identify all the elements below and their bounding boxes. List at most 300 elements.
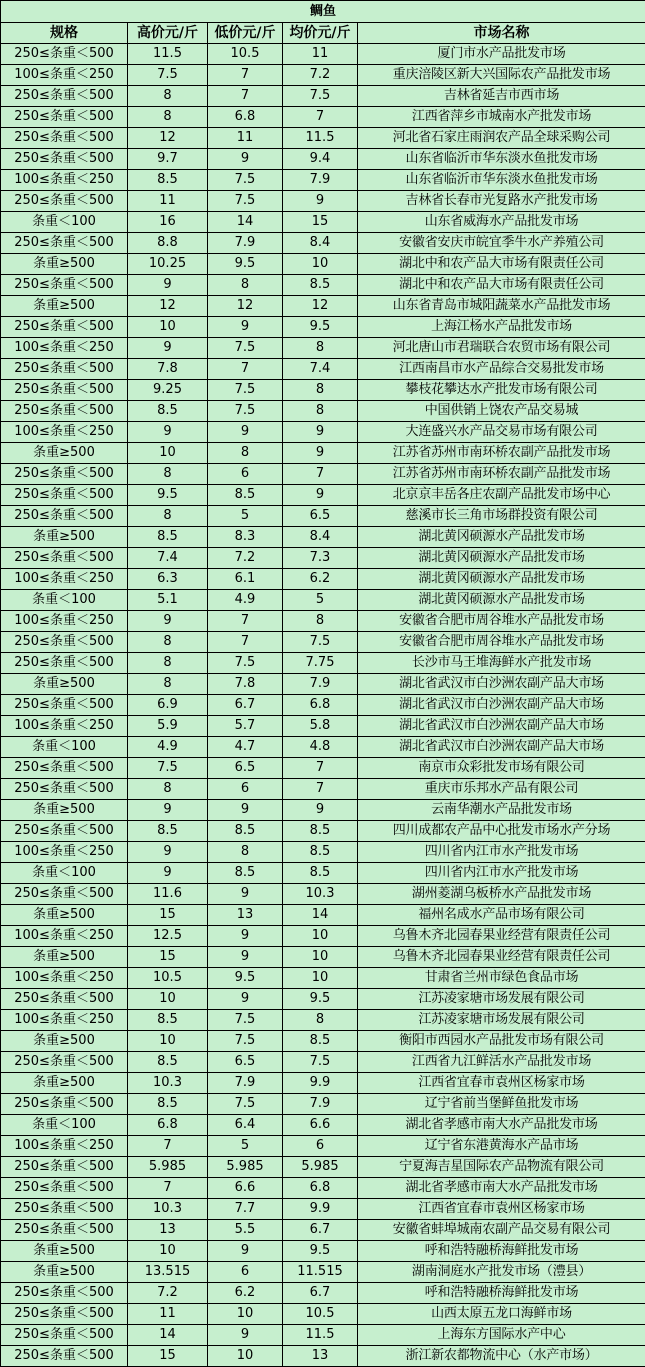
cell-market-name: 安徽省安庆市皖宜季牛水产养殖公司	[358, 233, 645, 254]
cell-high-price: 10	[128, 443, 208, 464]
cell-high-price: 8	[128, 674, 208, 695]
cell-spec: 250≤条重＜500	[1, 989, 128, 1010]
cell-avg-price: 7.5	[283, 86, 358, 107]
cell-market-name: 大连盛兴水产品交易市场有限公司	[358, 422, 645, 443]
cell-low-price: 14	[208, 212, 283, 233]
cell-high-price: 11.6	[128, 884, 208, 905]
cell-low-price: 8.5	[208, 863, 283, 884]
cell-spec: 条重≥500	[1, 527, 128, 548]
cell-low-price: 7	[208, 86, 283, 107]
cell-high-price: 12	[128, 296, 208, 317]
cell-low-price: 6.4	[208, 1115, 283, 1136]
cell-avg-price: 9.5	[283, 317, 358, 338]
cell-market-name: 河北省石家庄雨润农产品全球采购公司	[358, 128, 645, 149]
cell-low-price: 7	[208, 632, 283, 653]
cell-market-name: 乌鲁木齐北园春果业经营有限责任公司	[358, 926, 645, 947]
cell-avg-price: 7.9	[283, 1094, 358, 1115]
cell-high-price: 9	[128, 611, 208, 632]
cell-market-name: 山东省临沂市华东淡水鱼批发市场	[358, 149, 645, 170]
cell-avg-price: 6	[283, 1136, 358, 1157]
cell-spec: 250≤条重＜500	[1, 548, 128, 569]
table-row	[1, 926, 645, 947]
header-avg-price: 均价元/斤	[283, 23, 358, 44]
cell-high-price: 10	[128, 317, 208, 338]
cell-market-name: 云南华潮水产品批发市场	[358, 800, 645, 821]
table-row	[1, 212, 645, 233]
cell-low-price: 10	[208, 1304, 283, 1325]
cell-high-price: 9	[128, 800, 208, 821]
cell-avg-price: 5.8	[283, 716, 358, 737]
cell-low-price: 9	[208, 1325, 283, 1346]
cell-low-price: 7.5	[208, 191, 283, 212]
cell-avg-price: 8.5	[283, 863, 358, 884]
table-row	[1, 1262, 645, 1283]
cell-high-price: 9	[128, 842, 208, 863]
cell-spec: 250≤条重＜500	[1, 317, 128, 338]
cell-market-name: 吉林省长春市光复路水产批发市场	[358, 191, 645, 212]
cell-market-name: 湖北黄冈硕源水产品批发市场	[358, 527, 645, 548]
cell-high-price: 8	[128, 86, 208, 107]
cell-avg-price: 4.8	[283, 737, 358, 758]
cell-avg-price: 9	[283, 422, 358, 443]
table-row	[1, 1199, 645, 1220]
table-row	[1, 191, 645, 212]
cell-avg-price: 8	[283, 380, 358, 401]
cell-spec: 250≤条重＜500	[1, 1094, 128, 1115]
table-row	[1, 1031, 645, 1052]
cell-market-name: 厦门市水产品批发市场	[358, 44, 645, 65]
cell-avg-price: 6.7	[283, 1283, 358, 1304]
cell-spec: 250≤条重＜500	[1, 821, 128, 842]
cell-market-name: 宁夏海吉星国际农产品物流有限公司	[358, 1157, 645, 1178]
cell-spec: 250≤条重＜500	[1, 191, 128, 212]
cell-high-price: 9	[128, 863, 208, 884]
cell-low-price: 8	[208, 443, 283, 464]
cell-avg-price: 7	[283, 464, 358, 485]
cell-avg-price: 10.5	[283, 1304, 358, 1325]
cell-spec: 250≤条重＜500	[1, 359, 128, 380]
cell-market-name: 长沙市马王堆海鲜水产批发市场	[358, 653, 645, 674]
cell-market-name: 吉林省延吉市西市场	[358, 86, 645, 107]
cell-low-price: 6.7	[208, 695, 283, 716]
cell-avg-price: 5	[283, 590, 358, 611]
header-low-price: 低价元/斤	[208, 23, 283, 44]
cell-spec: 250≤条重＜500	[1, 485, 128, 506]
cell-market-name: 湖北中和农产品大市场有限责任公司	[358, 275, 645, 296]
table-row	[1, 1241, 645, 1262]
table-row	[1, 569, 645, 590]
cell-market-name: 江苏凌家塘市场发展有限公司	[358, 989, 645, 1010]
cell-low-price: 4.9	[208, 590, 283, 611]
cell-avg-price: 7.9	[283, 674, 358, 695]
cell-market-name: 山东省威海水产品批发市场	[358, 212, 645, 233]
header-market-name: 市场名称	[358, 23, 645, 44]
table-row	[1, 1136, 645, 1157]
table-row	[1, 905, 645, 926]
cell-avg-price: 7.5	[283, 1052, 358, 1073]
cell-low-price: 7.5	[208, 338, 283, 359]
cell-market-name: 呼和浩特融桥海鲜批发市场	[358, 1283, 645, 1304]
cell-high-price: 5.9	[128, 716, 208, 737]
cell-market-name: 湖北黄冈硕源水产品批发市场	[358, 548, 645, 569]
table-row	[1, 485, 645, 506]
cell-market-name: 湖北省武汉市白沙洲农副产品大市场	[358, 674, 645, 695]
cell-low-price: 7.5	[208, 380, 283, 401]
table-row	[1, 548, 645, 569]
cell-spec: 250≤条重＜500	[1, 233, 128, 254]
table-row	[1, 401, 645, 422]
cell-low-price: 8.5	[208, 485, 283, 506]
cell-market-name: 上海东方国际水产中心	[358, 1325, 645, 1346]
cell-spec: 250≤条重＜500	[1, 632, 128, 653]
cell-high-price: 7.8	[128, 359, 208, 380]
table-row	[1, 1325, 645, 1346]
cell-market-name: 江西南昌市水产品综合交易批发市场	[358, 359, 645, 380]
cell-spec: 条重≥500	[1, 254, 128, 275]
cell-low-price: 9	[208, 1241, 283, 1262]
cell-high-price: 8.5	[128, 1052, 208, 1073]
cell-avg-price: 8.5	[283, 821, 358, 842]
cell-market-name: 江西省九江鲜活水产品批发市场	[358, 1052, 645, 1073]
cell-avg-price: 6.7	[283, 1220, 358, 1241]
cell-avg-price: 7.2	[283, 65, 358, 86]
cell-high-price: 8	[128, 107, 208, 128]
cell-low-price: 7.8	[208, 674, 283, 695]
cell-high-price: 5.985	[128, 1157, 208, 1178]
cell-market-name: 四川省内江市水产批发市场	[358, 842, 645, 863]
cell-avg-price: 8.4	[283, 233, 358, 254]
cell-spec: 250≤条重＜500	[1, 1157, 128, 1178]
cell-market-name: 河北唐山市君瑞联合农贸市场有限公司	[358, 338, 645, 359]
cell-spec: 条重≥500	[1, 905, 128, 926]
cell-spec: 条重≥500	[1, 674, 128, 695]
cell-avg-price: 14	[283, 905, 358, 926]
cell-low-price: 6.5	[208, 758, 283, 779]
cell-market-name: 北京京丰岳各庄农副产品批发市场中心	[358, 485, 645, 506]
table-row	[1, 737, 645, 758]
cell-spec: 条重≥500	[1, 1241, 128, 1262]
cell-high-price: 14	[128, 1325, 208, 1346]
cell-avg-price: 8.5	[283, 275, 358, 296]
cell-spec: 条重≥500	[1, 947, 128, 968]
table-row	[1, 1178, 645, 1199]
cell-high-price: 10.3	[128, 1199, 208, 1220]
table-row	[1, 653, 645, 674]
cell-low-price: 5.7	[208, 716, 283, 737]
cell-spec: 250≤条重＜500	[1, 758, 128, 779]
cell-spec: 250≤条重＜500	[1, 86, 128, 107]
table-row	[1, 968, 645, 989]
cell-market-name: 衡阳市西园水产品批发市场有限公司	[358, 1031, 645, 1052]
cell-high-price: 11	[128, 191, 208, 212]
cell-high-price: 12.5	[128, 926, 208, 947]
table-row	[1, 233, 645, 254]
cell-market-name: 山东省青岛市城阳蔬菜水产品批发市场	[358, 296, 645, 317]
cell-avg-price: 7	[283, 758, 358, 779]
table-row	[1, 149, 645, 170]
cell-low-price: 6.8	[208, 107, 283, 128]
cell-spec: 250≤条重＜500	[1, 1346, 128, 1367]
cell-high-price: 13.515	[128, 1262, 208, 1283]
table-row	[1, 527, 645, 548]
cell-market-name: 山东省临沂市华东淡水鱼批发市场	[358, 170, 645, 191]
cell-avg-price: 5.985	[283, 1157, 358, 1178]
cell-low-price: 7.7	[208, 1199, 283, 1220]
cell-avg-price: 8.5	[283, 1031, 358, 1052]
cell-market-name: 四川成都农产品中心批发市场水产分场	[358, 821, 645, 842]
cell-high-price: 6.9	[128, 695, 208, 716]
cell-avg-price: 8	[283, 338, 358, 359]
cell-low-price: 7.5	[208, 1094, 283, 1115]
header-spec: 规格	[1, 23, 128, 44]
cell-high-price: 11	[128, 1304, 208, 1325]
cell-high-price: 5.1	[128, 590, 208, 611]
cell-avg-price: 9.5	[283, 989, 358, 1010]
cell-low-price: 5.5	[208, 1220, 283, 1241]
cell-high-price: 8	[128, 779, 208, 800]
cell-high-price: 15	[128, 1346, 208, 1367]
cell-spec: 条重＜100	[1, 863, 128, 884]
cell-high-price: 6.3	[128, 569, 208, 590]
cell-market-name: 湖州菱湖乌板桥水产品批发市场	[358, 884, 645, 905]
table-row	[1, 842, 645, 863]
cell-market-name: 安徽省蚌埠城南农副产品交易有限公司	[358, 1220, 645, 1241]
cell-low-price: 7.2	[208, 548, 283, 569]
table-row	[1, 128, 645, 149]
cell-low-price: 6	[208, 1262, 283, 1283]
table-row	[1, 1157, 645, 1178]
cell-low-price: 13	[208, 905, 283, 926]
table-row	[1, 674, 645, 695]
cell-low-price: 11	[208, 128, 283, 149]
table-row	[1, 695, 645, 716]
cell-spec: 250≤条重＜500	[1, 149, 128, 170]
cell-market-name: 甘肃省兰州市绿色食品市场	[358, 968, 645, 989]
table-row	[1, 65, 645, 86]
cell-high-price: 8	[128, 632, 208, 653]
cell-spec: 250≤条重＜500	[1, 44, 128, 65]
cell-spec: 250≤条重＜500	[1, 464, 128, 485]
cell-market-name: 安徽省合肥市周谷堆水产品批发市场	[358, 632, 645, 653]
cell-low-price: 7.5	[208, 401, 283, 422]
cell-market-name: 湖北省孝感市南大水产品批发市场	[358, 1178, 645, 1199]
cell-low-price: 5	[208, 506, 283, 527]
cell-low-price: 7.5	[208, 170, 283, 191]
cell-low-price: 7.5	[208, 653, 283, 674]
table-row	[1, 884, 645, 905]
cell-avg-price: 10	[283, 254, 358, 275]
cell-market-name: 山西太原五龙口海鲜市场	[358, 1304, 645, 1325]
header-row	[1, 23, 645, 44]
cell-spec: 250≤条重＜500	[1, 653, 128, 674]
cell-market-name: 湖北中和农产品大市场有限责任公司	[358, 254, 645, 275]
cell-high-price: 12	[128, 128, 208, 149]
cell-spec: 100≤条重＜250	[1, 1010, 128, 1031]
cell-high-price: 7.5	[128, 758, 208, 779]
cell-high-price: 9	[128, 422, 208, 443]
table-row	[1, 1052, 645, 1073]
cell-spec: 条重＜100	[1, 737, 128, 758]
cell-spec: 250≤条重＜500	[1, 506, 128, 527]
cell-avg-price: 10.3	[283, 884, 358, 905]
cell-avg-price: 8	[283, 1010, 358, 1031]
cell-high-price: 8	[128, 506, 208, 527]
cell-low-price: 7	[208, 359, 283, 380]
cell-avg-price: 7.3	[283, 548, 358, 569]
cell-spec: 100≤条重＜250	[1, 422, 128, 443]
table-row	[1, 863, 645, 884]
cell-high-price: 9.5	[128, 485, 208, 506]
cell-market-name: 重庆市乐邦水产品有限公司	[358, 779, 645, 800]
cell-avg-price: 10	[283, 926, 358, 947]
cell-high-price: 8.5	[128, 170, 208, 191]
cell-low-price: 8.3	[208, 527, 283, 548]
cell-low-price: 9	[208, 884, 283, 905]
cell-high-price: 8.5	[128, 1010, 208, 1031]
cell-high-price: 9	[128, 275, 208, 296]
table-row	[1, 380, 645, 401]
cell-low-price: 12	[208, 296, 283, 317]
cell-spec: 100≤条重＜250	[1, 1136, 128, 1157]
cell-avg-price: 6.6	[283, 1115, 358, 1136]
cell-avg-price: 13	[283, 1346, 358, 1367]
cell-low-price: 7	[208, 611, 283, 632]
cell-avg-price: 8	[283, 401, 358, 422]
cell-low-price: 9	[208, 800, 283, 821]
table-row	[1, 443, 645, 464]
table-title-row	[1, 1, 645, 23]
cell-low-price: 7.5	[208, 1010, 283, 1031]
cell-high-price: 7.2	[128, 1283, 208, 1304]
cell-market-name: 南京市众彩批发市场有限公司	[358, 758, 645, 779]
cell-spec: 条重≥500	[1, 296, 128, 317]
cell-market-name: 慈溪市长三角市场群投资有限公司	[358, 506, 645, 527]
table-row	[1, 1304, 645, 1325]
cell-avg-price: 6.5	[283, 506, 358, 527]
cell-market-name: 福州名成水产品市场有限公司	[358, 905, 645, 926]
cell-avg-price: 6.8	[283, 1178, 358, 1199]
table-title: 鲷鱼	[1, 1, 645, 23]
cell-low-price: 4.7	[208, 737, 283, 758]
cell-avg-price: 6.8	[283, 695, 358, 716]
cell-spec: 条重＜100	[1, 1115, 128, 1136]
cell-market-name: 江苏凌家塘市场发展有限公司	[358, 1010, 645, 1031]
cell-high-price: 8	[128, 653, 208, 674]
cell-spec: 250≤条重＜500	[1, 380, 128, 401]
cell-high-price: 8.5	[128, 527, 208, 548]
cell-spec: 250≤条重＜500	[1, 884, 128, 905]
cell-high-price: 8.5	[128, 1094, 208, 1115]
cell-low-price: 8	[208, 842, 283, 863]
cell-avg-price: 11.5	[283, 128, 358, 149]
cell-market-name: 重庆涪陵区新大兴国际农产品批发市场	[358, 65, 645, 86]
table-row	[1, 590, 645, 611]
cell-high-price: 9.7	[128, 149, 208, 170]
table-row	[1, 821, 645, 842]
cell-market-name: 上海江杨水产品批发市场	[358, 317, 645, 338]
table-row	[1, 338, 645, 359]
cell-market-name: 四川省内江市水产批发市场	[358, 863, 645, 884]
cell-high-price: 11.5	[128, 44, 208, 65]
cell-spec: 100≤条重＜250	[1, 170, 128, 191]
table-row	[1, 317, 645, 338]
cell-spec: 条重＜100	[1, 212, 128, 233]
cell-spec: 100≤条重＜250	[1, 338, 128, 359]
cell-spec: 250≤条重＜500	[1, 1178, 128, 1199]
cell-market-name: 辽宁省东港黄海水产品市场	[358, 1136, 645, 1157]
cell-market-name: 湖北省武汉市白沙洲农副产品大市场	[358, 716, 645, 737]
cell-high-price: 9.25	[128, 380, 208, 401]
cell-avg-price: 11.515	[283, 1262, 358, 1283]
cell-low-price: 6.1	[208, 569, 283, 590]
table-row	[1, 1220, 645, 1241]
cell-spec: 条重＜100	[1, 590, 128, 611]
cell-market-name: 江苏省苏州市南环桥农副产品批发市场	[358, 443, 645, 464]
cell-spec: 100≤条重＜250	[1, 569, 128, 590]
cell-low-price: 9.5	[208, 968, 283, 989]
table-row	[1, 1115, 645, 1136]
cell-market-name: 乌鲁木齐北园春果业经营有限责任公司	[358, 947, 645, 968]
cell-spec: 250≤条重＜500	[1, 1052, 128, 1073]
cell-avg-price: 9	[283, 485, 358, 506]
cell-low-price: 9	[208, 149, 283, 170]
cell-low-price: 9	[208, 947, 283, 968]
table-row	[1, 296, 645, 317]
cell-high-price: 13	[128, 1220, 208, 1241]
table-row	[1, 422, 645, 443]
cell-spec: 100≤条重＜250	[1, 65, 128, 86]
cell-low-price: 8	[208, 275, 283, 296]
cell-avg-price: 7.75	[283, 653, 358, 674]
cell-avg-price: 9.9	[283, 1199, 358, 1220]
cell-high-price: 10.25	[128, 254, 208, 275]
cell-avg-price: 8	[283, 611, 358, 632]
cell-high-price: 15	[128, 947, 208, 968]
table-row	[1, 779, 645, 800]
cell-spec: 250≤条重＜500	[1, 128, 128, 149]
cell-low-price: 7	[208, 65, 283, 86]
cell-spec: 250≤条重＜500	[1, 1304, 128, 1325]
cell-avg-price: 9.9	[283, 1073, 358, 1094]
table-row	[1, 989, 645, 1010]
cell-market-name: 江西省宜春市袁州区杨家市场	[358, 1073, 645, 1094]
cell-spec: 条重≥500	[1, 1031, 128, 1052]
table-row	[1, 716, 645, 737]
cell-high-price: 7	[128, 1178, 208, 1199]
cell-market-name: 呼和浩特融桥海鲜批发市场	[358, 1241, 645, 1262]
cell-market-name: 江西省萍乡市城南水产批发市场	[358, 107, 645, 128]
cell-low-price: 9.5	[208, 254, 283, 275]
cell-avg-price: 9	[283, 191, 358, 212]
cell-avg-price: 11.5	[283, 1325, 358, 1346]
table-row	[1, 1073, 645, 1094]
cell-spec: 250≤条重＜500	[1, 401, 128, 422]
cell-spec: 100≤条重＜250	[1, 842, 128, 863]
cell-low-price: 8.5	[208, 821, 283, 842]
cell-spec: 250≤条重＜500	[1, 779, 128, 800]
cell-low-price: 9	[208, 989, 283, 1010]
table-row	[1, 275, 645, 296]
table-row	[1, 506, 645, 527]
cell-spec: 250≤条重＜500	[1, 1325, 128, 1346]
cell-high-price: 10	[128, 989, 208, 1010]
cell-spec: 条重≥500	[1, 800, 128, 821]
cell-high-price: 16	[128, 212, 208, 233]
table-row	[1, 947, 645, 968]
cell-market-name: 辽宁省前当堡鲜鱼批发市场	[358, 1094, 645, 1115]
cell-low-price: 7.9	[208, 233, 283, 254]
cell-market-name: 湖北省孝感市南大水产品批发市场	[358, 1115, 645, 1136]
